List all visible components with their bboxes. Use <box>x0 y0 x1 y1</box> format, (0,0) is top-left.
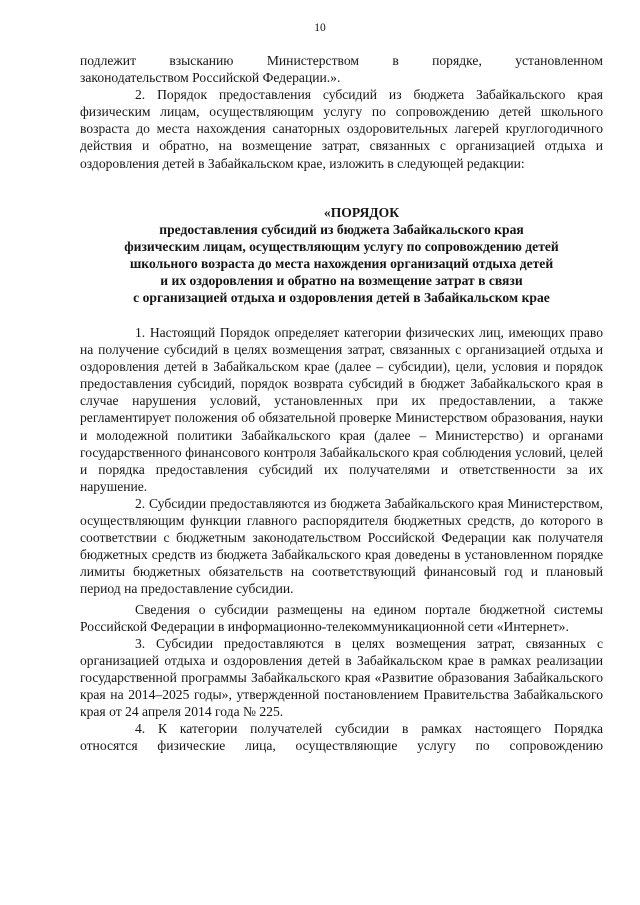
paragraph-2: 2. Субсидии предоставляются из бюджета Забайкальского края Министерством, осуществляющим функции главного распорядителя бюджетных средств, до которого в соответствии с бюджетным законодательством Российской Федерации как получателя бюджетных средств из бюджета Забайкальского края доведены в установленном порядке лимиты бюджетных обязательств на соответствующий финансовый год и плановый период на предоставление субсидии. <box>80 495 603 597</box>
paragraph-info: Сведения о субсидии размещены на едином портале бюджетной системы Российской Федерации в информационно-телекоммуникационной сети «Интернет». <box>80 601 603 634</box>
paragraph-continuation-line1: подлежит взысканию Министерством в порядке, установленном <box>80 53 603 68</box>
paragraph-4-line1: 4. К категории получателей субсидии в рамках настоящего Порядка <box>135 721 603 737</box>
heading-line-4: школьного возраста до места нахождения организаций отдыха детей <box>129 256 554 272</box>
heading-line-5: и их оздоровления и обратно на возмещение затрат в связи <box>160 273 523 289</box>
heading-title: «ПОРЯДОК <box>323 205 400 220</box>
paragraph-1: 1. Настоящий Порядок определяет категории физических лиц, имеющих право на получение субсидий в целях возмещения затрат, связанных с организацией отдыха и оздоровления детей в Забайкальском крае (далее – субсидии), цели, условия и порядок предоставления субсидий, порядок возврата субсидий в бюджет Забайкальского края в случае нарушения условий, установленных при их предоставлении, а также регламентирует положения об обязательной проверке Министерством образования, науки и молодежной политики Забайкальского края (далее – Министерство) и органами государственного финансового контроля Забайкальского края соблюдения условий, целей и порядка предоставления субсидий их получателями и ответственности за их нарушение. <box>80 325 603 494</box>
paragraph-continuation-line2: законодательством Российской Федерации.». <box>80 70 341 86</box>
page-number: 10 <box>314 22 326 34</box>
order-body <box>80 324 603 754</box>
heading-line-6: с организацией отдыха и оздоровления детей в Забайкальском крае <box>133 290 550 306</box>
order-heading <box>80 204 603 307</box>
heading-line-3: физическим лицам, осуществляющим услугу по сопровождению детей <box>124 239 559 255</box>
paragraph-amendment-2: 2. Порядок предоставления субсидий из бюджета Забайкальского края физическим лицам, осуществляющим услугу по сопровождению детей школьного возраста до места нахождения санаторных оздоровительных лагерей круглогодичного действия и обратно, на возмещение затрат, связанных с организацией отдыха и оздоровления детей в Забайкальском крае, изложить в следующей редакции: <box>80 87 603 171</box>
intro-block <box>80 52 603 172</box>
paragraph-4-line2: относятся физические лица, осуществляющие услугу по сопровождению <box>80 738 603 754</box>
heading-line-2: предоставления субсидий из бюджета Забайкальского края <box>159 222 524 238</box>
paragraph-3: 3. Субсидии предоставляются в целях возмещения затрат, связанных с организацией отдыха и оздоровления детей в Забайкальском крае в рамках реализации государственной программы Забайкальского края «Развитие образования Забайкальского края на 2014–2025 годы», утвержденной постановлением Правительства Забайкальского края от 24 апреля 2014 года № 225. <box>80 635 603 720</box>
